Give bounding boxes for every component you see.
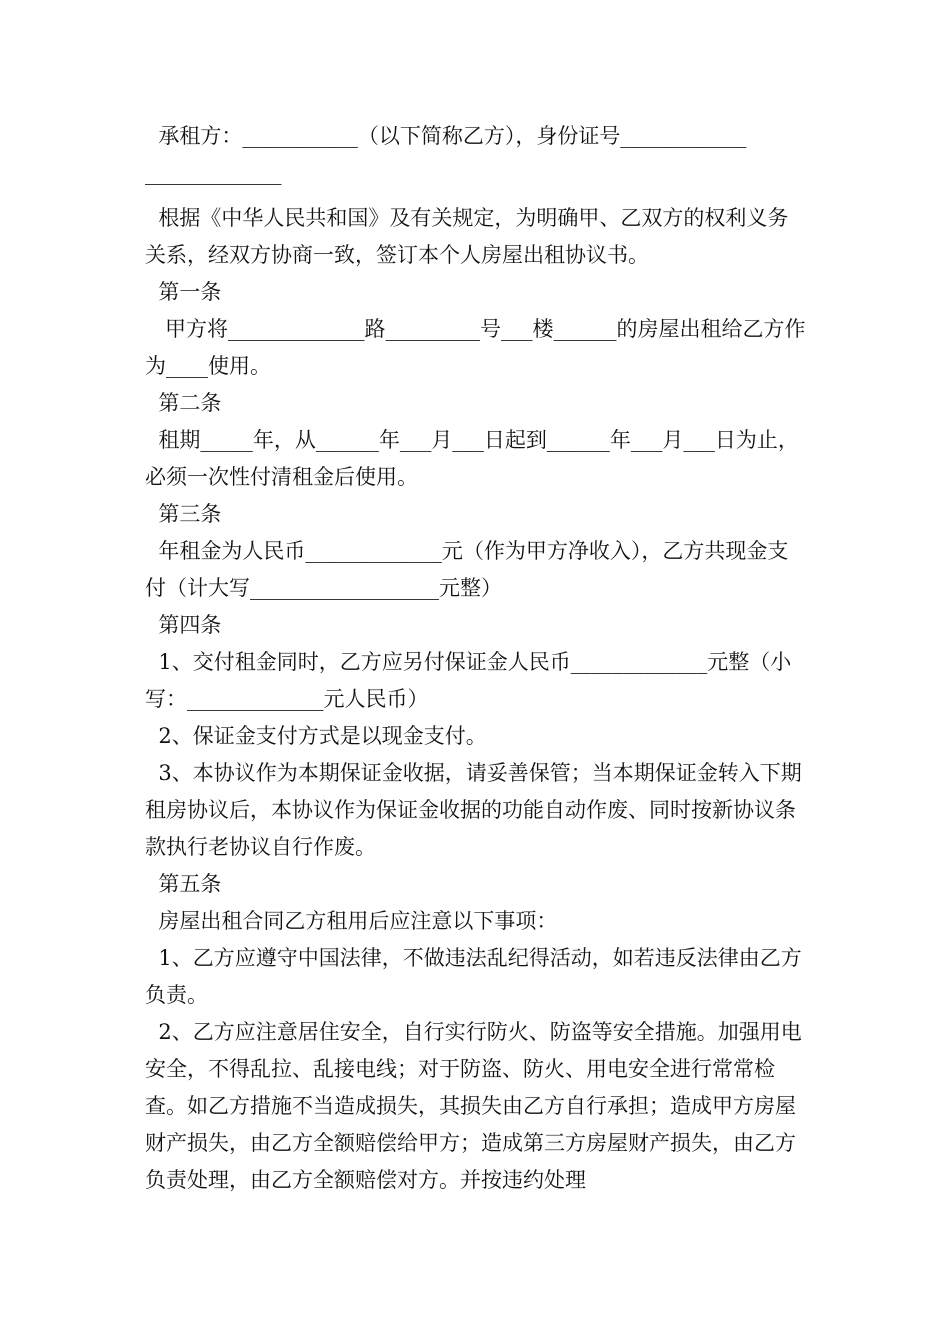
article-2-heading: 第二条: [145, 391, 222, 415]
article-5-heading: 第五条: [145, 872, 222, 896]
article-4-item-2: 2、保证金支付方式是以现金支付。: [145, 724, 487, 748]
document-page: [145, 118, 807, 1199]
tenant-line: 承租方：___________（以下简称乙方），身份证号____________: [145, 124, 747, 148]
preamble-paragraph: 根据《中华人民共和国》及有关规定，为明确甲、乙双方的权利义务关系，经双方协商一致，签订本个人房屋出租协议书。: [145, 206, 789, 267]
article-3-heading: 第三条: [145, 502, 222, 526]
article-4-heading: 第四条: [145, 613, 222, 637]
article-4-item-1: 1、交付租金同时，乙方应另付保证金人民币_____________元整（小写：_____________元人民币）: [145, 650, 792, 711]
article-5-item-1: 1、乙方应遵守中国法律，不做违法乱纪得活动，如若违反法律由乙方负责。: [145, 946, 802, 1007]
article-1-body: 甲方将_____________路_________号___楼______的房屋出租给乙方作为____使用。: [145, 317, 806, 378]
article-1-heading: 第一条: [145, 280, 222, 304]
id-number-blank-continuation: _____________: [145, 161, 282, 185]
article-5-item-2: 2、乙方应注意居住安全，自行实行防火、防盗等安全措施。加强用电安全，不得乱拉、乱接电线；对于防盗、防火、用电安全进行常常检查。如乙方措施不当造成损失，其损失由乙方自行承担；造成甲方房屋财产损失，由乙方全额赔偿给甲方；造成第三方房屋财产损失，由乙方负责处理，由乙方全额赔偿对方。并按违约处理: [145, 1020, 802, 1192]
article-2-body: 租期_____年，从______年___月___日起到______年___月___日为止，必须一次性付清租金后使用。: [145, 428, 799, 489]
article-3-body: 年租金为人民币_____________元（作为甲方净收入），乙方共现金支付（计大写__________________元整）: [145, 539, 789, 600]
article-4-item-3: 3、本协议作为本期保证金收据，请妥善保管；当本期保证金转入下期租房协议后，本协议作为保证金收据的功能自动作废、同时按新协议条款执行老协议自行作废。: [145, 761, 802, 859]
article-5-intro: 房屋出租合同乙方租用后应注意以下事项：: [145, 909, 558, 933]
